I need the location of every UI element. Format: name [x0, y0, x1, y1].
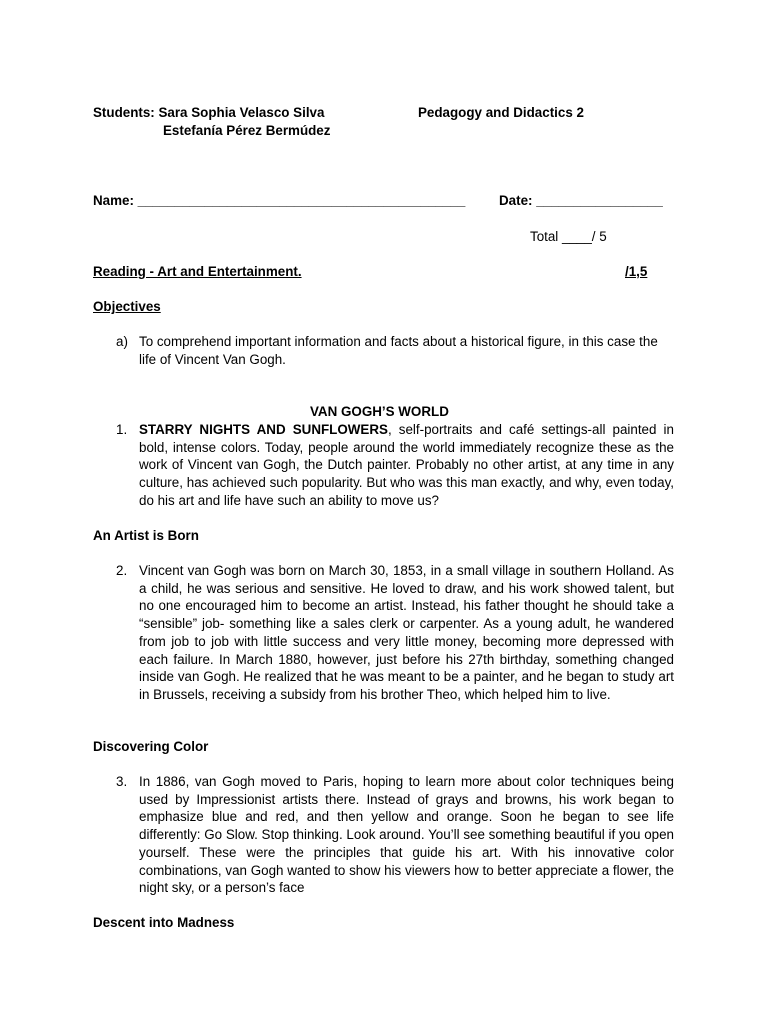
paragraph-2-number: 2.: [116, 563, 128, 578]
paragraph-2: Vincent van Gogh was born on March 30, 1853, in a small village in southern Holland. As a child, he was serious and sensitive. He loved to draw, and his work showed talent, but no one encouraged him to become an artist. Instead, his father thought he should take a “sensible” job- something like a sales clerk or carpenter. As a young adult, he wandered from job to job with little success and very little money, becoming more depressed with each failure. In March 1880, however, just before his 27th birthday, something changed inside van Gogh. He realized that he was meant to be a painter, and he began to study art in Brussels, receiving a subsidy from his brother Theo, which helped him to live.: [139, 563, 674, 702]
paragraph-1-text: , self-portraits and café settings-all painted in bold, intense colors. Today, people around the world immediately recognize these as the work of Vincent van Gogh, the Dutch painter. Probably no other artist, at any time in any culture, has achieved such popularity. But who was this man exactly, and why, even today, do his art and life have such an ability to move us?: [139, 422, 674, 508]
students-line: Students: Sara Sophia Velasco Silva: [93, 105, 325, 120]
section-title: Reading - Art and Entertainment.: [93, 264, 302, 279]
heading-descent-madness: Descent into Madness: [93, 915, 235, 930]
total-score: Total ____/ 5: [530, 229, 607, 244]
objectives-heading: Objectives: [93, 299, 161, 314]
paragraph-1: [139, 421, 674, 510]
objective-marker: a): [116, 334, 128, 349]
paragraph-3-number: 3.: [116, 774, 128, 789]
student-two: Estefanía Pérez Bermúdez: [163, 123, 331, 138]
name-field-label: Name: ____________________________________________: [93, 193, 466, 208]
paragraph-1-number: 1.: [116, 422, 128, 437]
paragraph-3: In 1886, van Gogh moved to Paris, hoping to learn more about color techniques being used by Impressionist artists there. Instead of grays and browns, his work began to emphasize blue and red, and then yellow and orange. Soon he began to see life differently: Go Slow. Stop thinking. Look around. You’ll see something beautiful if you open yourself. These were the principles that guide his art. With his innovative color combinations, van Gogh wanted to show his viewers how to better appreciate a flower, the night sky, or a person’s face: [139, 774, 674, 896]
objective-text: To comprehend important information and facts about a historical figure, in this case the life of Vincent Van Gogh.: [139, 334, 658, 367]
date-field-label: Date: _________________: [499, 193, 663, 208]
course-title: Pedagogy and Didactics 2: [418, 105, 584, 120]
heading-artist-born: An Artist is Born: [93, 528, 199, 543]
heading-discovering-color: Discovering Color: [93, 739, 209, 754]
article-title: VAN GOGH’S WORLD: [310, 404, 449, 419]
section-score: /1,5: [625, 264, 648, 279]
paragraph-1-lead: STARRY NIGHTS AND SUNFLOWERS: [139, 422, 388, 437]
